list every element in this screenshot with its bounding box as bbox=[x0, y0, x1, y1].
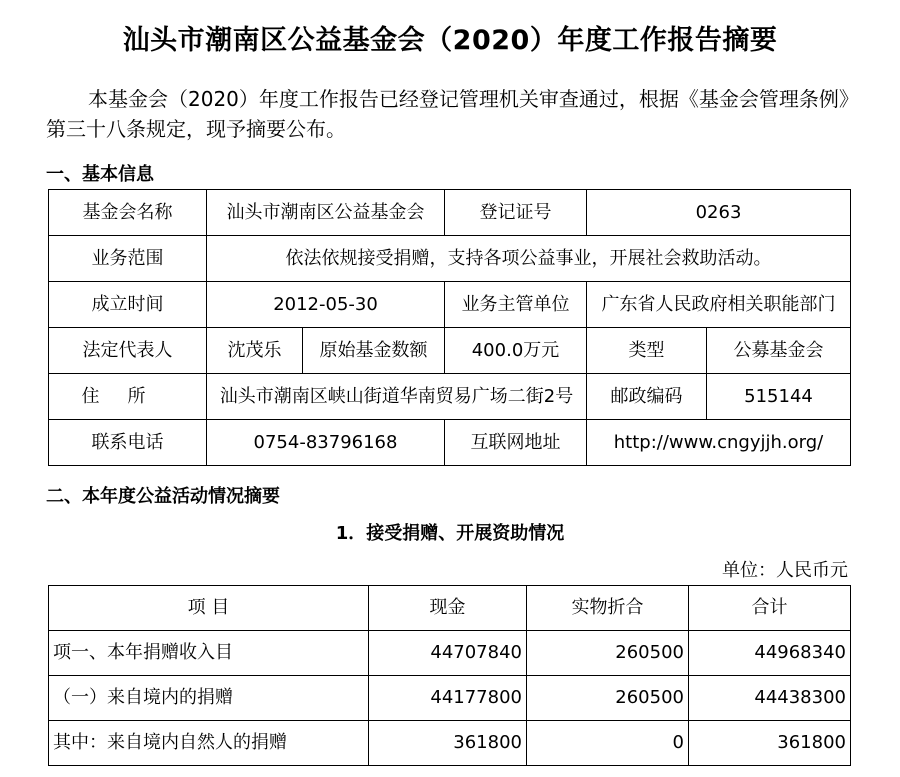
cell-name-value: 汕头市潮南区公益基金会 bbox=[207, 190, 445, 236]
cell-fund-label: 原始基金数额 bbox=[303, 328, 445, 374]
section2-heading: 二、本年度公益活动情况摘要 bbox=[46, 486, 280, 507]
header-total: 合计 bbox=[689, 586, 851, 631]
cell-founded-label: 成立时间 bbox=[49, 282, 207, 328]
row-in-kind: 260500 bbox=[527, 676, 689, 721]
row-item: 其中：来自境内自然人的捐赠 bbox=[49, 721, 369, 766]
intro-paragraph: 本基金会（2020）年度工作报告已经登记管理机关审查通过，根据《基金会管理条例》第三十八条规定，现予摘要公布。 bbox=[46, 87, 849, 141]
table-row bbox=[49, 236, 851, 282]
table-row bbox=[49, 420, 851, 466]
cell-name-label: 基金会名称 bbox=[49, 190, 207, 236]
row-cash: 44177800 bbox=[369, 676, 527, 721]
row-in-kind: 260500 bbox=[527, 631, 689, 676]
cell-supervisor-label: 业务主管单位 bbox=[445, 282, 587, 328]
header-cash: 现金 bbox=[369, 586, 527, 631]
row-in-kind: 0 bbox=[527, 721, 689, 766]
table-row bbox=[49, 676, 851, 721]
cell-rep-value: 沈茂乐 bbox=[207, 328, 303, 374]
row-cash: 361800 bbox=[369, 721, 527, 766]
header-item: 项 目 bbox=[49, 586, 369, 631]
cell-reg-label: 登记证号 bbox=[445, 190, 587, 236]
cell-address-value: 汕头市潮南区峡山街道华南贸易广场二街2号 bbox=[207, 374, 587, 420]
page-title: 汕头市潮南区公益基金会（2020）年度工作报告摘要 bbox=[122, 25, 778, 56]
cell-postal-value: 515144 bbox=[707, 374, 851, 420]
cell-address-label: 住所 bbox=[49, 374, 207, 420]
row-total: 44438300 bbox=[689, 676, 851, 721]
cell-scope-label: 业务范围 bbox=[49, 236, 207, 282]
cell-supervisor-value: 广东省人民政府相关职能部门 bbox=[587, 282, 851, 328]
table-row bbox=[49, 190, 851, 236]
table-row bbox=[49, 631, 851, 676]
table-header-row bbox=[49, 586, 851, 631]
cell-reg-value: 0263 bbox=[587, 190, 851, 236]
cell-fund-value: 400.0万元 bbox=[445, 328, 587, 374]
cell-founded-value: 2012-05-30 bbox=[207, 282, 445, 328]
row-total: 44968340 bbox=[689, 631, 851, 676]
cell-type-value: 公募基金会 bbox=[707, 328, 851, 374]
row-item: （一）来自境内的捐赠 bbox=[49, 676, 369, 721]
table-row bbox=[49, 721, 851, 766]
cell-phone-label: 联系电话 bbox=[49, 420, 207, 466]
row-cash: 44707840 bbox=[369, 631, 527, 676]
cell-web-label: 互联网地址 bbox=[445, 420, 587, 466]
table-row bbox=[49, 328, 851, 374]
table-row bbox=[49, 374, 851, 420]
cell-type-label: 类型 bbox=[587, 328, 707, 374]
header-in-kind: 实物折合 bbox=[527, 586, 689, 631]
cell-postal-label: 邮政编码 bbox=[587, 374, 707, 420]
cell-web-value: http://www.cngyjjh.org/ bbox=[587, 420, 851, 466]
row-item: 项一、本年捐赠收入目 bbox=[49, 631, 369, 676]
cell-scope-value: 依法依规接受捐赠，支持各项公益事业，开展社会救助活动。 bbox=[207, 236, 851, 282]
donation-table bbox=[48, 585, 851, 766]
row-total: 361800 bbox=[689, 721, 851, 766]
table-row bbox=[49, 282, 851, 328]
basic-info-table bbox=[48, 189, 851, 466]
cell-phone-value: 0754-83796168 bbox=[207, 420, 445, 466]
unit-label: 单位：人民币元 bbox=[722, 560, 848, 581]
cell-rep-label: 法定代表人 bbox=[49, 328, 207, 374]
section2-subheading: 1．接受捐赠、开展资助情况 bbox=[335, 523, 565, 544]
section1-heading: 一、基本信息 bbox=[46, 164, 154, 185]
